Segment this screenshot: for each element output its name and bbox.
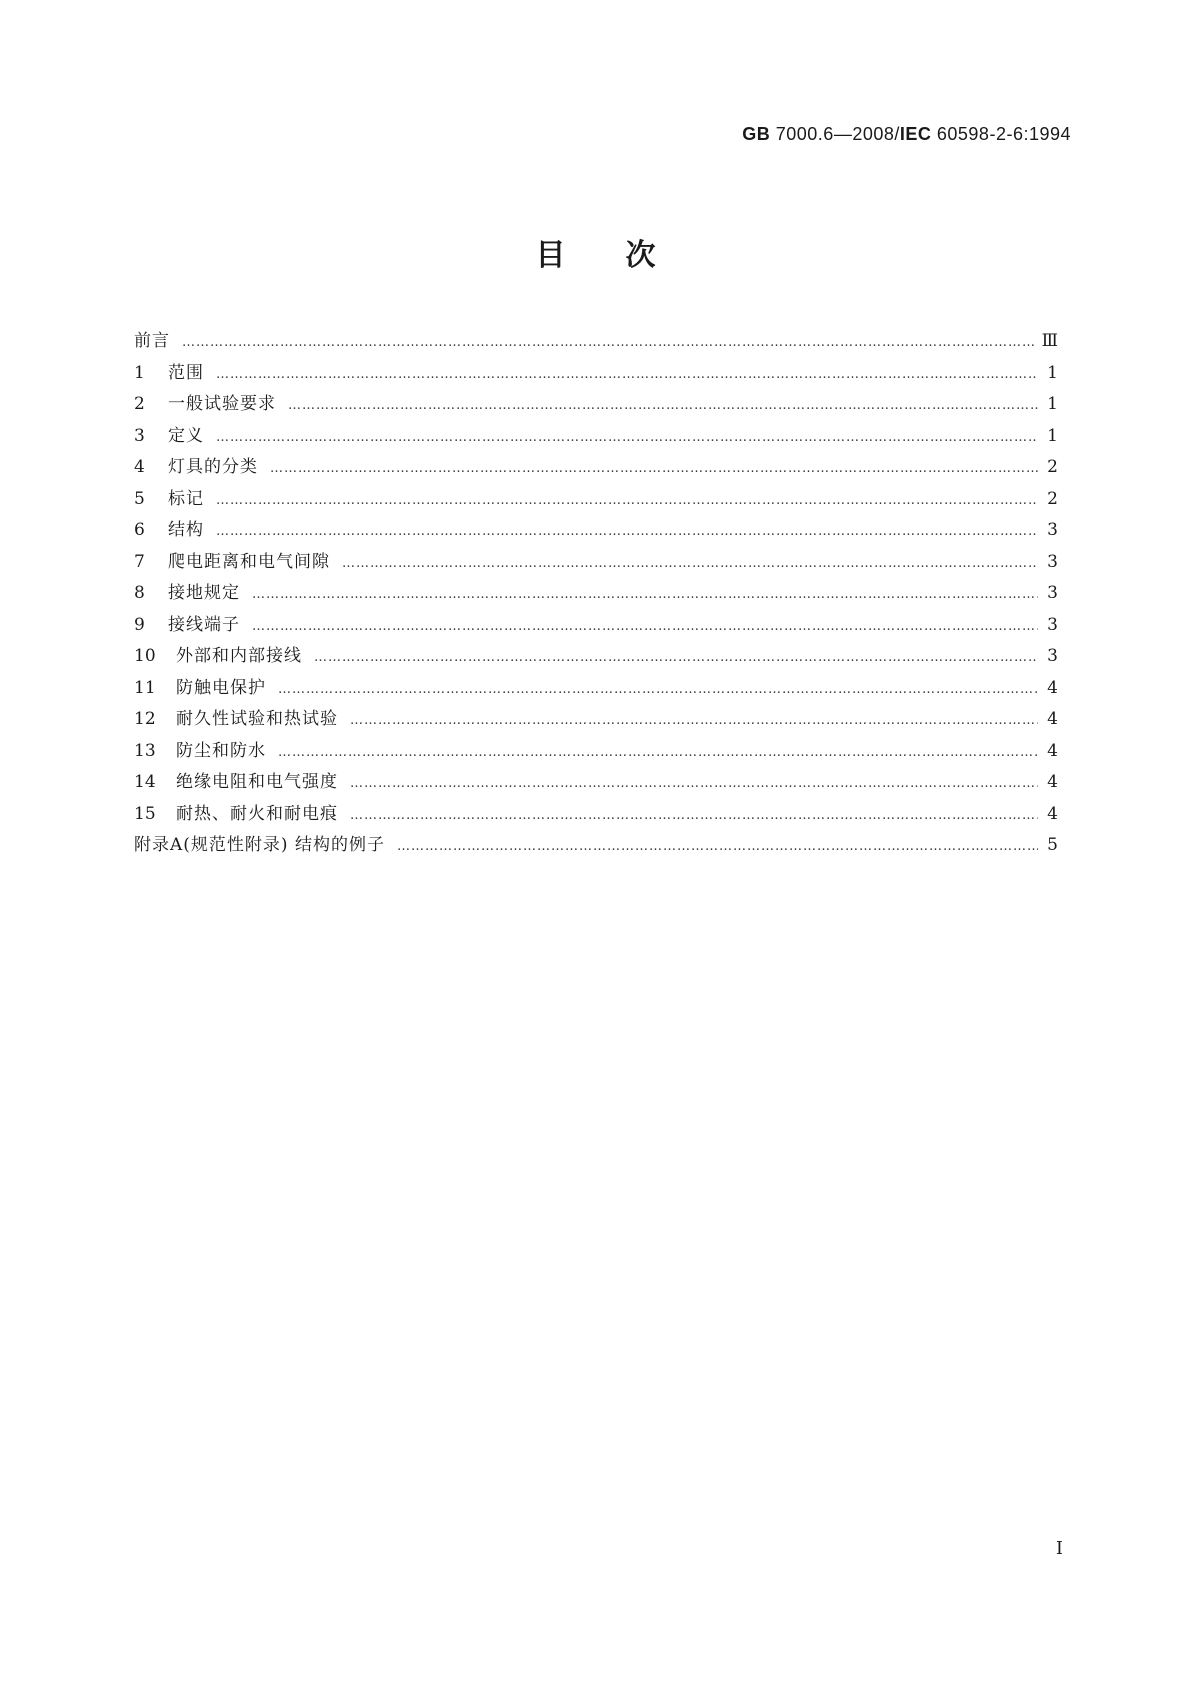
toc-entry-label: 结构 [168,520,204,540]
toc-entry[interactable] [134,487,1058,519]
toc-entry-page: 4 [1047,709,1058,729]
toc-entry[interactable] [134,613,1058,645]
toc-entry-label: 绝缘电阻和电气强度 [176,772,338,792]
toc-entry-label: 定义 [168,425,204,446]
toc-entry-page: 3 [1047,520,1058,540]
toc-leader-dots [342,552,1038,576]
toc-leader-dots [216,520,1038,544]
toc-leader-dots [216,426,1038,450]
toc-entry-number: 13 [134,740,156,761]
standard-code-prefix: GB [742,124,771,144]
toc-entry-page: 2 [1047,488,1058,509]
toc-entry-page: 4 [1047,803,1058,824]
toc-entry-label: 防尘和防水 [176,740,266,761]
toc-entry[interactable] [134,392,1058,424]
toc-entry-page: 4 [1047,677,1058,698]
toc-leader-dots [216,489,1038,513]
toc-entry[interactable] [134,770,1058,802]
toc-entry-label: 防触电保护 [176,677,266,698]
toc-leader-dots [182,331,1036,355]
table-of-contents [134,329,1058,865]
toc-entry[interactable] [134,833,1058,865]
toc-entry-number: 12 [134,709,156,729]
toc-entry[interactable] [134,676,1058,708]
toc-entry[interactable] [134,707,1058,739]
toc-entry[interactable] [134,644,1058,676]
page-title: 目次 [535,238,716,273]
toc-entry-page: 1 [1047,394,1058,414]
toc-leader-dots [350,804,1038,828]
toc-entry-number: 5 [134,488,145,509]
toc-entry-label: 接线端子 [168,614,240,635]
toc-entry-number: 6 [134,520,145,540]
toc-entry[interactable] [134,802,1058,834]
toc-entry[interactable] [134,361,1058,393]
standard-code-suffix: 60598-2-6:1994 [931,124,1071,144]
toc-leader-dots [278,678,1038,702]
toc-entry-page: 2 [1047,457,1058,477]
toc-entry-label: 范围 [168,362,204,383]
toc-entry-number: 7 [134,551,145,572]
standard-code [742,124,1071,145]
toc-entry[interactable] [134,739,1058,771]
toc-entry-label: 附录A(规范性附录) 结构的例子 [134,835,385,855]
toc-leader-dots [397,835,1038,859]
toc-entry-label: 灯具的分类 [168,457,258,477]
toc-entry-label: 标记 [168,488,204,509]
toc-entry-number: 2 [134,394,145,414]
toc-leader-dots [288,394,1038,418]
standard-code-iec: IEC [899,124,932,144]
toc-entry-label: 一般试验要求 [168,394,276,414]
toc-entry-number: 14 [134,772,156,792]
toc-leader-dots [252,615,1038,639]
toc-entry-page: 1 [1047,362,1058,383]
toc-entry-page: 3 [1047,646,1058,666]
toc-entry[interactable] [134,581,1058,613]
toc-entry-page: 3 [1047,583,1058,603]
standard-code-mid: 7000.6—2008/ [770,124,900,144]
toc-entry-number: 11 [134,677,156,698]
toc-entry-number: 4 [134,457,145,477]
toc-entry-page: Ⅲ [1041,331,1058,351]
toc-entry-label: 外部和内部接线 [176,646,302,666]
toc-entry-number: 1 [134,362,145,383]
toc-entry-page: 1 [1047,425,1058,446]
toc-leader-dots [350,709,1038,733]
toc-entry-label: 耐热、耐火和耐电痕 [176,803,338,824]
toc-leader-dots [270,457,1038,481]
toc-entry-label: 爬电距离和电气间隙 [168,551,330,572]
page-number: I [1055,1538,1063,1559]
toc-leader-dots [278,741,1038,765]
toc-leader-dots [252,583,1038,607]
toc-entry-number: 8 [134,583,145,603]
toc-entry-number: 10 [134,646,156,666]
toc-leader-dots [216,363,1038,387]
toc-leader-dots [350,772,1038,796]
toc-leader-dots [314,646,1038,670]
toc-entry[interactable] [134,550,1058,582]
toc-entry-number: 9 [134,614,145,635]
toc-entry[interactable] [134,424,1058,456]
toc-entry[interactable] [134,329,1058,361]
toc-entry-page: 4 [1047,772,1058,792]
toc-entry[interactable] [134,455,1058,487]
toc-entry-number: 3 [134,425,145,446]
toc-entry-page: 3 [1047,551,1058,572]
toc-entry-page: 4 [1047,740,1058,761]
toc-entry-label: 前言 [134,331,170,351]
toc-entry-page: 3 [1047,614,1058,635]
toc-entry[interactable] [134,518,1058,550]
toc-entry-page: 5 [1047,835,1058,855]
toc-entry-label: 耐久性试验和热试验 [176,709,338,729]
toc-entry-label: 接地规定 [168,583,240,603]
toc-entry-number: 15 [134,803,156,824]
